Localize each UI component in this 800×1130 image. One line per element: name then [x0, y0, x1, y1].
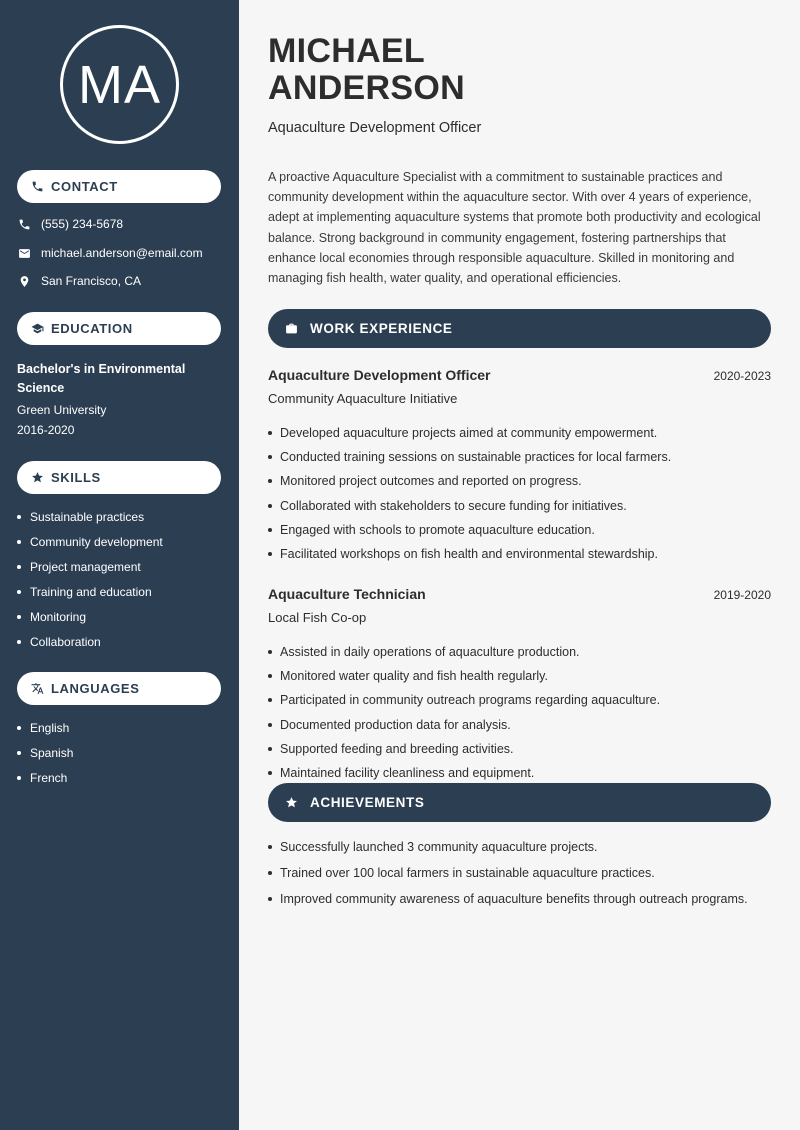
job-organization: Local Fish Co-op — [268, 610, 367, 625]
phone-icon — [31, 180, 44, 193]
job-bullet: Documented production data for analysis. — [268, 713, 660, 737]
education-heading — [17, 312, 221, 345]
achievements-list — [268, 834, 748, 912]
achievement-item: Improved community awareness of aquaculture benefits through outreach programs. — [268, 886, 748, 912]
briefcase-icon — [285, 322, 298, 335]
job-organization: Community Aquaculture Initiative — [268, 391, 458, 406]
job-bullet: Engaged with schools to promote aquaculture education. — [268, 518, 671, 542]
language-item: French — [17, 765, 73, 790]
skills-list — [17, 504, 163, 654]
graduation-cap-icon — [31, 322, 44, 335]
work-experience-heading — [268, 309, 771, 348]
skill-item: Project management — [17, 554, 163, 579]
job-bullet: Maintained facility cleanliness and equipment. — [268, 761, 660, 785]
language-item: Spanish — [17, 740, 73, 765]
job-bullet: Facilitated workshops on fish health and environmental stewardship. — [268, 542, 671, 566]
star-icon — [285, 796, 298, 809]
achievement-item: Trained over 100 local farmers in sustainable aquaculture practices. — [268, 860, 748, 886]
skills-heading — [17, 461, 221, 494]
skill-item: Collaboration — [17, 629, 163, 654]
job-title: Aquaculture Development Officer — [268, 120, 482, 136]
job-dates: 2020-2023 — [713, 369, 771, 383]
job-bullet: Conducted training sessions on sustainable practices for local farmers. — [268, 445, 671, 469]
education-heading-label: EDUCATION — [51, 321, 133, 336]
phone-icon — [17, 217, 31, 231]
achievements-heading — [268, 783, 771, 822]
job-header — [268, 586, 771, 602]
skills-heading-label: SKILLS — [51, 470, 101, 485]
language-item: English — [17, 715, 73, 740]
job-bullet: Developed aquaculture projects aimed at community empowerment. — [268, 421, 671, 445]
languages-heading — [17, 672, 221, 705]
job-bullets — [268, 640, 660, 785]
skill-item: Community development — [17, 529, 163, 554]
last-name: ANDERSON — [268, 69, 465, 107]
contact-heading — [17, 170, 221, 203]
contact-phone[interactable] — [17, 217, 123, 231]
contact-phone-text: (555) 234-5678 — [41, 217, 124, 231]
languages-list — [17, 715, 73, 790]
mail-icon — [17, 246, 31, 260]
avatar-initials: MA — [60, 25, 179, 144]
skill-item: Training and education — [17, 579, 163, 604]
summary: A proactive Aquaculture Specialist with a commitment to sustainable practices and community development within the aquaculture sector. With over 4 years of experience, adept at implementing aquaculture systems that promote both productivity and ecological balance. Strong background in community engagement, fostering partnerships that enhance local economies through responsible aquaculture. Skilled in monitoring and managing fish health, water quality, and operational efficiencies. — [268, 170, 761, 286]
achievements-heading-label: ACHIEVEMENTS — [310, 795, 425, 810]
achievement-item: Successfully launched 3 community aquaculture projects. — [268, 834, 748, 860]
contact-location-text: San Francisco, CA — [41, 274, 142, 288]
skill-item: Monitoring — [17, 604, 163, 629]
job-bullet: Collaborated with stakeholders to secure funding for initiatives. — [268, 494, 671, 518]
work-experience-heading-label: WORK EXPERIENCE — [310, 321, 453, 336]
job-bullet: Assisted in daily operations of aquaculture production. — [268, 640, 660, 664]
star-icon — [31, 471, 44, 484]
skill-item: Sustainable practices — [17, 504, 163, 529]
first-name: MICHAEL — [268, 32, 425, 70]
education-school: Green University — [17, 403, 107, 417]
location-pin-icon — [17, 274, 31, 288]
job-bullet: Supported feeding and breeding activities. — [268, 737, 660, 761]
job-header — [268, 367, 771, 383]
education-degree: Bachelor's in Environmental Science — [17, 362, 186, 395]
sidebar — [0, 0, 239, 1130]
main-content — [239, 0, 800, 1130]
education-years: 2016-2020 — [17, 423, 75, 437]
contact-heading-label: CONTACT — [51, 179, 118, 194]
contact-email[interactable] — [17, 246, 203, 260]
languages-heading-label: LANGUAGES — [51, 681, 140, 696]
job-bullets — [268, 421, 671, 566]
job-bullet: Monitored water quality and fish health regularly. — [268, 664, 660, 688]
job-bullet: Monitored project outcomes and reported on progress. — [268, 469, 671, 493]
job-dates: 2019-2020 — [713, 588, 771, 602]
translate-icon — [31, 682, 44, 695]
job-role: Aquaculture Development Officer — [268, 367, 491, 383]
job-role: Aquaculture Technician — [268, 586, 426, 602]
contact-location — [17, 274, 141, 288]
job-bullet: Participated in community outreach programs regarding aquaculture. — [268, 688, 660, 712]
full-name — [268, 33, 465, 107]
contact-email-text: michael.anderson@email.com — [41, 246, 203, 260]
